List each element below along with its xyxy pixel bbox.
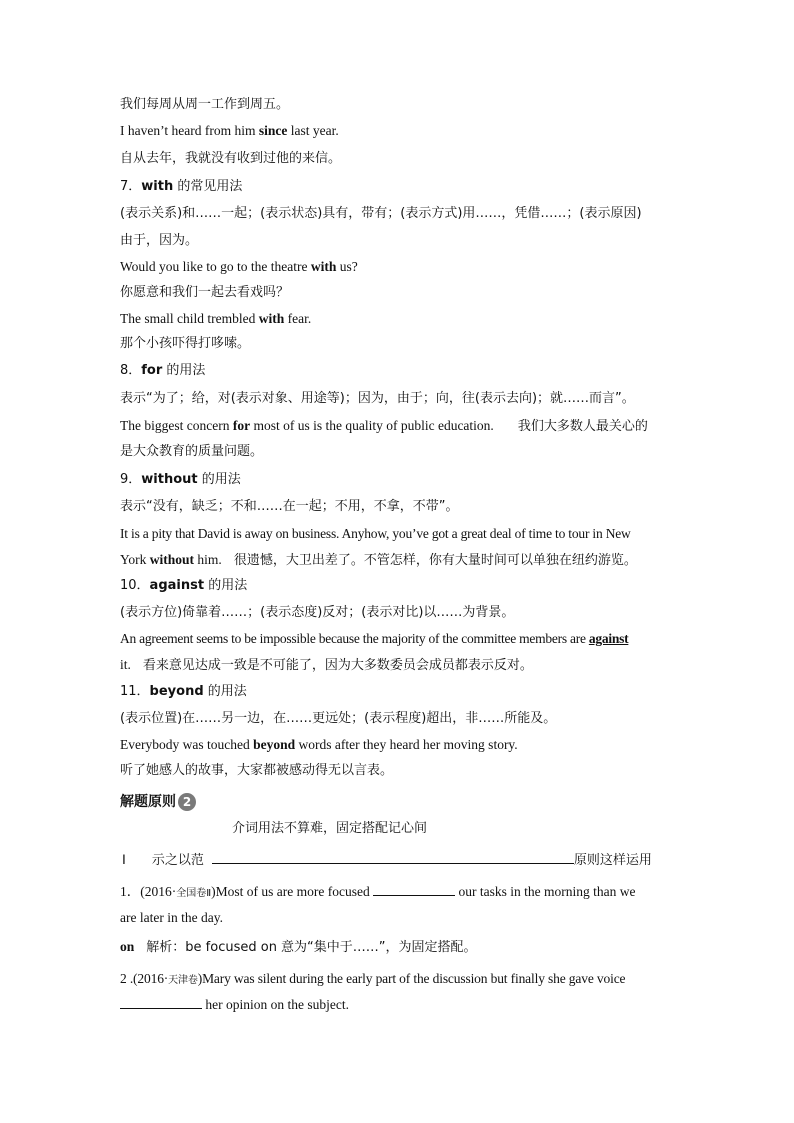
beyond-usage-line: (表示位置)在……另一边，在……更远处；(表示程度)超出，非……所能及。: [120, 711, 557, 726]
answer-blank-2[interactable]: [120, 996, 202, 1009]
section-9-heading: 9．without 的用法: [120, 472, 241, 487]
question-2-line-2: her opinion on the subject.: [120, 996, 680, 1014]
example-since: I haven’t heard from him since last year.: [120, 123, 339, 138]
source-label: 全国卷Ⅱ: [176, 888, 212, 899]
example-beyond: Everybody was touched beyond words after they heard her moving story.: [120, 737, 518, 752]
example-for: The biggest concern for most of us is the quality of public education. 我们大多数人最关心的: [120, 418, 648, 434]
with-usage-line-1: (表示关系)和……一起；(表示状态)具有，带有；(表示方式)用……，凭借……；(表示原因): [120, 206, 642, 221]
example-with-2: The small child trembled with fear.: [120, 311, 312, 326]
question-1-line-1: 1．(2016·全国卷Ⅱ)Most of us are more focused our tasks in the morning than we: [120, 884, 636, 899]
section-roman-numeral: Ⅰ: [122, 852, 126, 867]
section-10-heading: 10．against 的用法: [120, 578, 248, 593]
example-against-line-2: it. 看来意见达成一致是不可能了，因为大多数委员会成员都表示反对。: [120, 657, 533, 673]
without-usage-line: 表示“没有，缺乏；不和……在一起；不用，不拿，不带”。: [120, 499, 459, 514]
question-2-line-1: 2 .(2016·天津卷)Mary was silent during the early part of the discussion but finally she gave voice: [120, 971, 626, 986]
for-usage-line: 表示“为了；给，对(表示对象、用途等)；因为，由于；向，往(表示去向)；就……而言”。: [120, 391, 635, 406]
example-without-line-1: It is a pity that David is away on business. Anyhow, you’ve got a great deal of time to tour in New: [120, 526, 631, 541]
section-11-heading: 11．beyond 的用法: [120, 684, 247, 699]
section-7-heading: 7．with 的常见用法: [120, 179, 243, 194]
against-usage-line: (表示方位)倚靠着……；(表示态度)反对；(表示对比)以……为背景。: [120, 605, 515, 620]
with-usage-line-2: 由于，因为。: [120, 233, 199, 248]
principle-heading: 解题原则 2: [120, 792, 196, 812]
translation-since: 自从去年，我就没有收到过他的来信。: [120, 151, 342, 166]
source-label: 天津卷: [168, 975, 198, 986]
example-without-line-2: York without him. 很遗憾，大卫出差了。不管怎样，你有大量时间可以单独在纽约游览。: [120, 552, 637, 568]
answer-1: on 解析：be focused on 意为“集中于……”，为固定搭配。: [120, 939, 477, 955]
translation-for: 是大众教育的质量问题。: [120, 444, 264, 459]
translation-with-2: 那个小孩吓得打哆嗦。: [120, 336, 251, 351]
example-against-line-1: An agreement seems to be impossible because the majority of the committee members are against: [120, 631, 629, 646]
example-with-1: Would you like to go to the theatre with us?: [120, 259, 358, 274]
answer-blank-1[interactable]: [373, 883, 455, 896]
answer-text: on: [120, 939, 135, 954]
principle-subtitle: 介词用法不算难，固定搭配记心间: [232, 821, 428, 836]
line-1: 我们每周从周一工作到周五。: [120, 97, 290, 112]
circle-number-icon: 2: [178, 793, 196, 811]
keyword-since: since: [258, 123, 288, 138]
section-8-heading: 8．for 的用法: [120, 363, 206, 378]
section-bar: Ⅰ 示之以范 原则这样运用: [122, 852, 652, 868]
question-1-line-2: are later in the day.: [120, 910, 223, 925]
translation-with-1: 你愿意和我们一起去看戏吗？: [120, 285, 290, 300]
translation-beyond: 听了她感人的故事，大家都被感动得无以言表。: [120, 763, 394, 778]
section-rule: [212, 853, 574, 864]
